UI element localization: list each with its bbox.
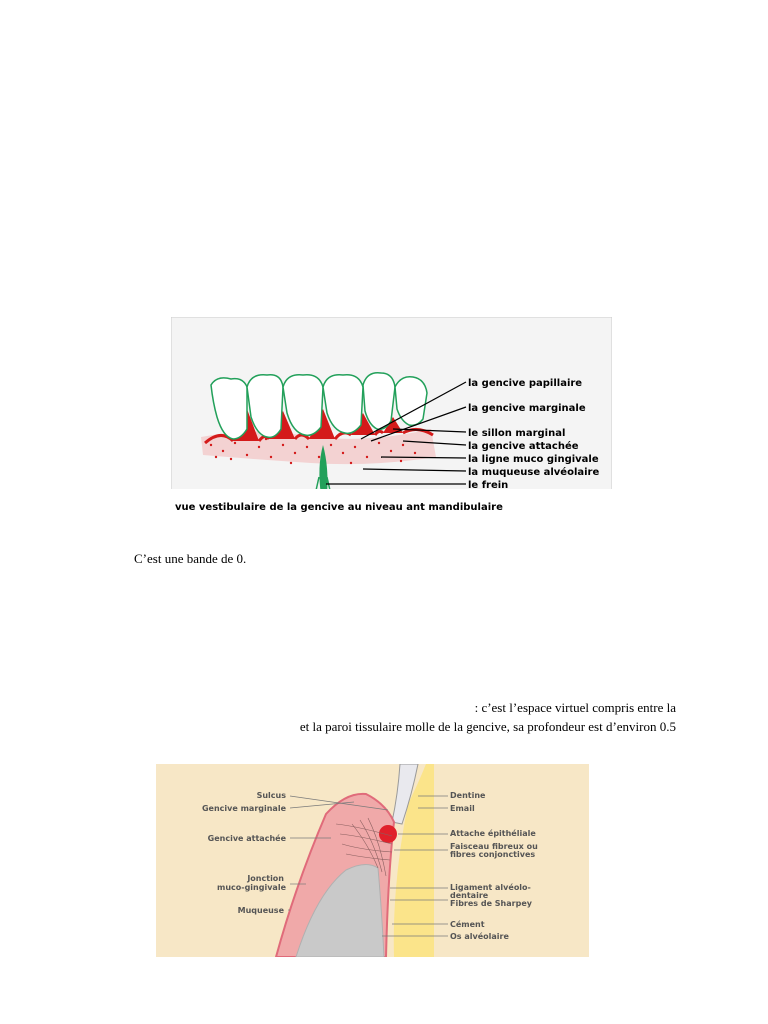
- label-attache-epitheliale: Attache épithéliale: [450, 829, 536, 838]
- label-muco-gingivale: muco-gingivale: [216, 883, 286, 892]
- label-sulcus: Sulcus: [256, 791, 286, 800]
- text-line-2: : c’est l’espace virtuel compris entre la: [474, 700, 676, 715]
- label-frein: le frein: [468, 480, 509, 491]
- label-dentine: Dentine: [450, 791, 486, 800]
- label-fibres-conjonctives: fibres conjonctives: [450, 850, 536, 859]
- label-gencive-marginale: la gencive marginale: [468, 403, 586, 414]
- label-dentaire: dentaire: [450, 891, 489, 900]
- text-line-3: et la paroi tissulaire molle de la gencive, sa profondeur est d’environ 0.5: [299, 719, 676, 734]
- periodontium-section-figure: [156, 764, 589, 957]
- figure1-caption: vue vestibulaire de la gencive au niveau ant mandibulaire: [175, 502, 503, 513]
- label-muqueuse: Muqueuse: [237, 906, 284, 915]
- label-muqueuse-alveolaire: la muqueuse alvéolaire: [468, 467, 600, 478]
- label-gencive-attachee: la gencive attachée: [468, 441, 579, 452]
- label-ligament-alveolo: Ligament alvéolo-: [450, 883, 531, 892]
- label-gencive-papillaire: la gencive papillaire: [468, 378, 583, 389]
- label-sillon-marginal: le sillon marginal: [468, 428, 566, 439]
- label-cement: Cément: [450, 920, 485, 929]
- label-jonction: Jonction: [247, 874, 284, 883]
- text-line-1: C’est une bande de 0.: [134, 551, 247, 566]
- label-gencive-marginale: Gencive marginale: [201, 804, 286, 813]
- label-faisceau-fibreux: Faisceau fibreux ou: [450, 842, 538, 851]
- label-os-alveolaire: Os alvéolaire: [450, 932, 509, 941]
- label-ligne-muco-gingivale: la ligne muco gingivale: [468, 454, 599, 465]
- label-gencive-attachee: Gencive attachée: [207, 834, 286, 843]
- gingiva-vestibular-view-figure: [171, 317, 612, 522]
- label-email: Email: [450, 804, 475, 813]
- label-fibres-de-sharpey: Fibres de Sharpey: [450, 899, 532, 908]
